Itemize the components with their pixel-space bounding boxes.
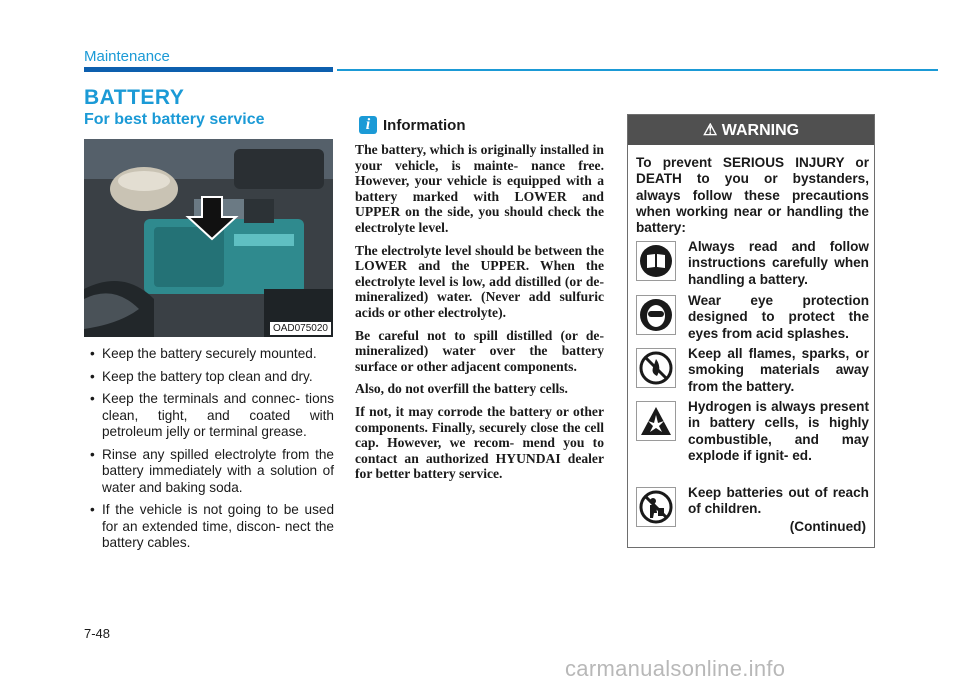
continued-label: (Continued): [789, 519, 866, 534]
photo-code: OAD075020: [270, 322, 331, 335]
section-subtitle: For best battery service: [84, 111, 265, 128]
warning-item-text: Wear eye protection designed to protect the eyes from acid splashes.: [688, 293, 869, 341]
warning-header: [628, 115, 874, 145]
info-paragraph: The electrolyte level should be between the LOWER and the UPPER. When the electrolyte level is low, add distilled (or de-mineralized) water. (Never add sulfuric acids or other electrolyte).: [355, 242, 604, 320]
list-item: • Keep the terminals and connec- tions clean, tight, and coated with petroleum jelly or terminal grease.: [84, 391, 334, 441]
bullet-list: [84, 346, 334, 558]
list-item: • Keep the battery securely mounted.: [84, 346, 334, 363]
list-item: • Rinse any spilled electrolyte from the battery immediately with a solution of water and baking soda.: [84, 447, 334, 497]
keep-away-children-icon: [636, 487, 676, 527]
info-paragraph: If not, it may corrode the battery or other components. Finally, securely close the cell cap. However, we recom- mend you to contact an authorized HYUNDAI dealer for better battery service.: [355, 403, 604, 482]
warning-triangle-icon: ⚠: [702, 122, 718, 139]
info-title: Information: [383, 117, 466, 134]
header-bar-light: [337, 69, 938, 71]
battery-photo: [84, 139, 333, 337]
info-icon: i: [359, 116, 377, 134]
no-flames-icon: [636, 348, 676, 388]
info-paragraph: Also, do not overfill the battery cells.: [355, 381, 568, 397]
info-paragraph: The battery, which is originally installed in your vehicle, is mainte- nance free. However, your vehicle is equipped with a battery marked with LOWER and UPPER on the side, you should check the electrolyte level.: [355, 142, 604, 235]
warning-item-text: Always read and follow instructions carefully when handling a battery.: [688, 239, 869, 287]
warning-item-text: Keep batteries out of reach of children.: [688, 485, 869, 517]
header-bar-dark: [84, 67, 333, 72]
page-title: BATTERY: [84, 86, 185, 109]
warning-intro: To prevent SERIOUS INJURY or DEATH to you or bystanders, always follow these precautions when working near or handling the battery:: [636, 155, 869, 236]
info-body: [355, 142, 604, 489]
page-number: 7-48: [84, 626, 111, 641]
warning-header-label: WARNING: [721, 122, 800, 139]
explosion-hazard-icon: [636, 401, 676, 441]
watermark: carmanualsonline.info: [565, 656, 786, 681]
manual-book-icon: [636, 241, 676, 281]
list-item: • If the vehicle is not going to be used for an extended time, discon- nect the battery cables.: [84, 502, 334, 552]
warning-item-text: Keep all flames, sparks, or smoking materials away from the battery.: [688, 346, 869, 394]
info-paragraph: Be careful not to spill distilled (or de- mineralized) water over the battery surface or other adjacent components.: [355, 327, 604, 374]
section-label: Maintenance: [84, 48, 170, 65]
eye-protection-icon: [636, 295, 676, 335]
list-item: • Keep the battery top clean and dry.: [84, 369, 334, 386]
warning-item-text: Hydrogen is always present in battery cells, is highly combustible, and may explode if ignit- ed.: [688, 399, 869, 463]
warning-box: [627, 114, 875, 548]
engine-bay-illustration: [84, 139, 333, 337]
